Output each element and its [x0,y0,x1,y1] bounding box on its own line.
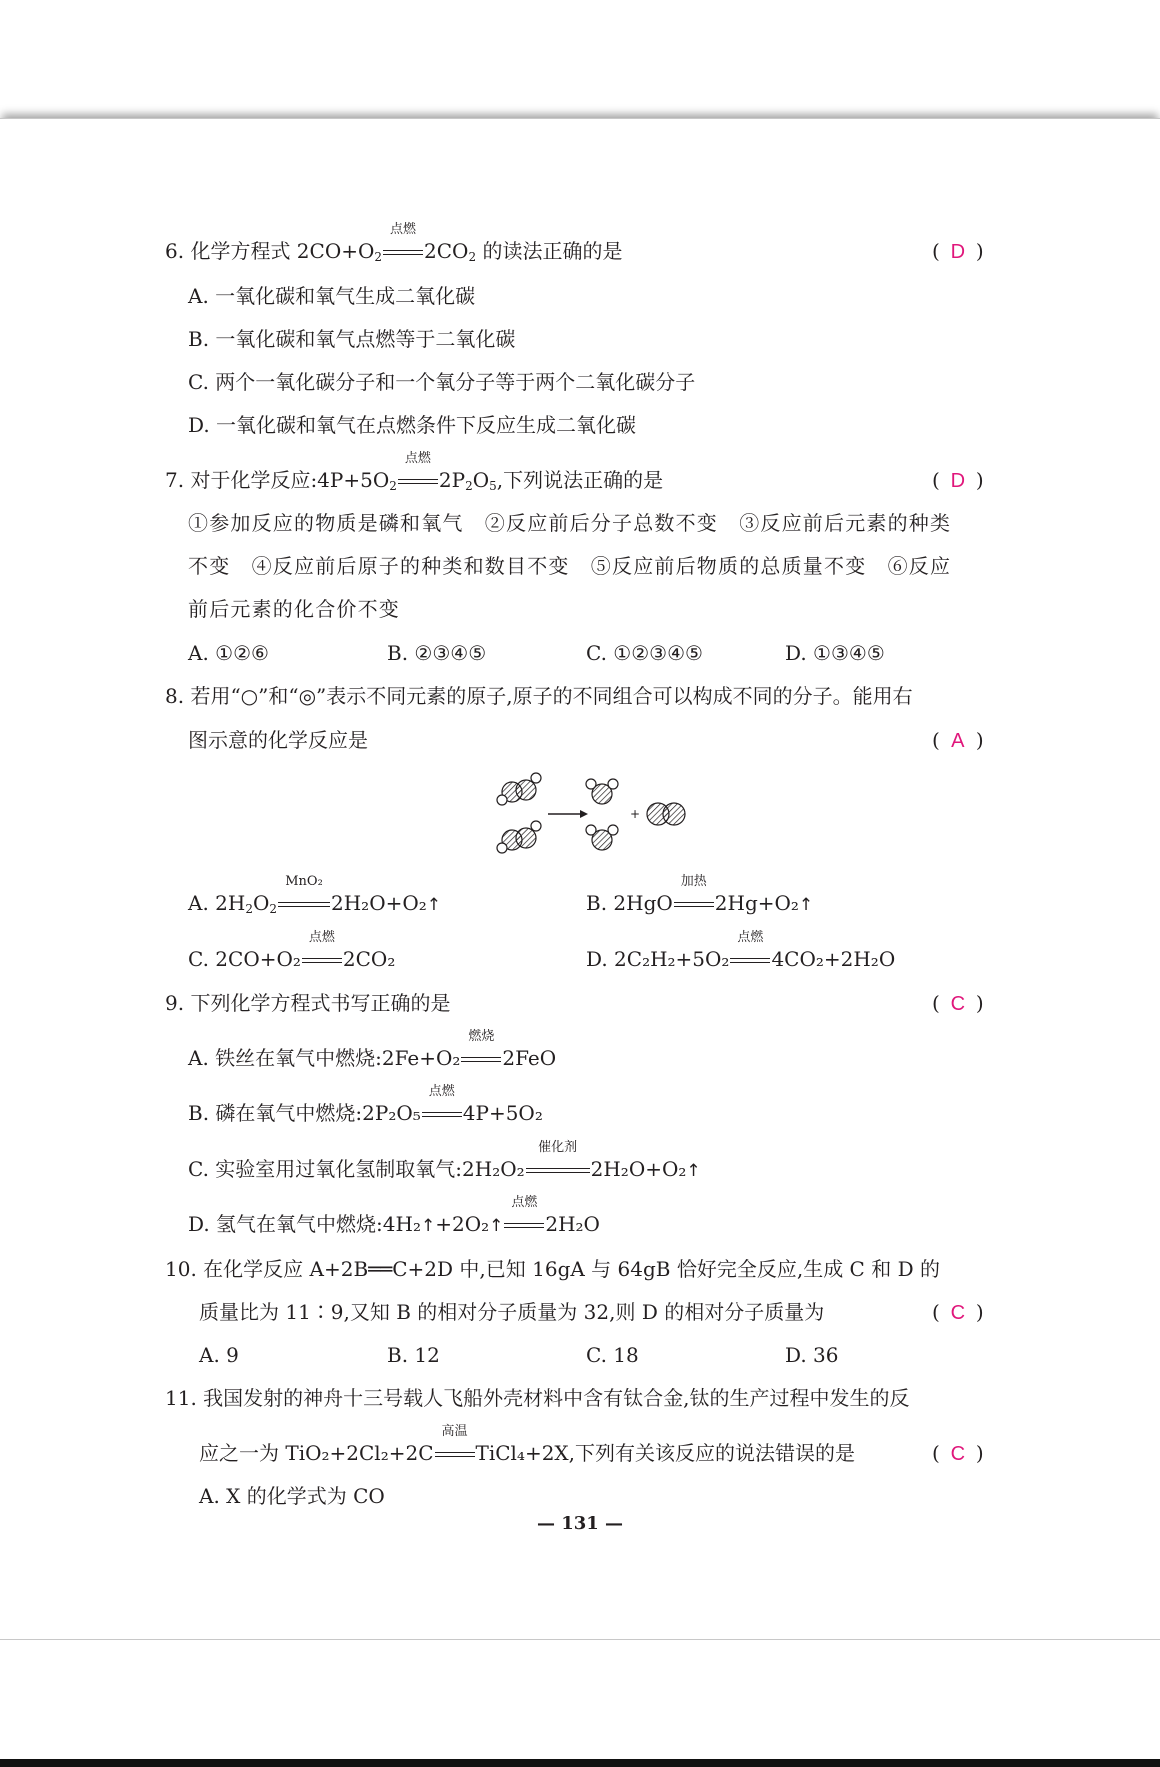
reaction-arrow-icon [548,810,588,818]
q6-option-a: A. 一氧化碳和氧气生成二氧化碳 [188,284,476,308]
page-number: — 131 — [536,1513,624,1534]
q6-option-d: D. 一氧化碳和氧气在点燃条件下反应生成二氧化碳 [188,413,637,437]
document-page [0,118,1160,1640]
reactant-molecule-2 [497,821,541,853]
q10-answer: ( C ) [932,1300,984,1324]
q6-stem: 6. 化学方程式 $2CO+O_2$ 点燃 $2CO_2$ 的读法正确的是 [165,222,623,264]
q6-answer: ( D ) [932,239,984,263]
bottom-margin [0,1640,1160,1767]
q11-stem-line-1: 11. 我国发射的神舟十三号载人飞船外壳材料中含有钛合金,钛的生产过程中发生的反 [165,1386,910,1410]
plus-sign: + [630,807,641,821]
q7-option-d: D. ①③④⑤ [785,641,885,665]
q10-stem-line-2: 质量比为 11∶9,又知 B 的相对分子质量为 32,则 D 的相对分子质量为 [199,1300,825,1324]
q8-option-d: D. 2C₂H₂+5O₂ 点燃 4CO₂+2H₂O [586,930,896,971]
q7-answer: ( D ) [932,468,984,492]
q8-stem-line-2: 图示意的化学反应是 [188,728,368,752]
q10-option-c: C. 18 [586,1343,639,1367]
q11-stem-line-2: 应之一为 TiO₂+2Cl₂+2C 高温 TiCl₄+2X,下列有关该反应的说法错误的是 [199,1424,856,1465]
reactant-molecule-1 [497,773,541,805]
q7-stem: 7. 对于化学反应$:4P+5O_2$ 点燃 $2P_2O_5$,下列说法正确的是 [165,451,664,493]
q9-option-b: B. 磷在氧气中燃烧:2P₂O₅ 点燃 4P+5O₂ [188,1084,543,1125]
q7-option-a: A. ①②⑥ [188,641,269,665]
q10-option-d: D. 36 [785,1343,839,1367]
product-molecule-1 [586,779,618,804]
q7-body-line-3: 前后元素的化合价不变 [188,597,400,621]
q8-option-c: C. 2CO+O₂ 点燃 2CO₂ [188,930,396,971]
q11-answer: ( C ) [932,1441,984,1465]
q9-option-c: C. 实验室用过氧化氢制取氧气:2H₂O₂ 催化剂 2H₂O+O₂↑ [188,1140,701,1181]
q8-answer: ( A ) [932,728,984,752]
q8-option-b: B. 2HgO 加热 2Hg+O₂↑ [586,874,814,915]
bottom-bar [0,1759,1160,1767]
q7-body-line-2: 不变 ④反应前后原子的种类和数目不变 ⑤反应前后物质的总质量不变 ⑥反应 [188,554,952,578]
q7-option-b: B. ②③④⑤ [387,641,487,665]
q8-option-a: A. $2H_2O_2$ MnO₂ 2H₂O+O₂↑ [188,874,442,916]
q9-stem: 9. 下列化学方程式书写正确的是 [165,991,451,1015]
q9-option-a: A. 铁丝在氧气中燃烧:2Fe+O₂ 燃烧 2FeO [188,1029,557,1070]
q7-option-c: C. ①②③④⑤ [586,641,703,665]
q10-stem-line-1: 10. 在化学反应 A+2B══C+2D 中,已知 16gA 与 64gB 恰好完全反应,生成 C 和 D 的 [165,1257,940,1281]
q9-option-d: D. 氢气在氧气中燃烧:4H₂↑+2O₂↑ 点燃 2H₂O [188,1195,600,1236]
product-molecule-3 [647,803,685,825]
q7-body-line-1: ①参加反应的物质是磷和氧气 ②反应前后分子总数不变 ③反应前后元素的种类 [188,511,952,535]
q10-option-a: A. 9 [199,1343,239,1367]
top-margin [0,0,1160,116]
product-molecule-2 [586,825,618,850]
q10-option-b: B. 12 [387,1343,440,1367]
reaction-diagram [490,770,690,860]
q6-option-c: C. 两个一氧化碳分子和一个氧分子等于两个二氧化碳分子 [188,370,696,394]
q11-option-a: A. X 的化学式为 CO [199,1484,385,1508]
q9-answer: ( C ) [932,991,984,1015]
q8-stem-line-1: 8. 若用“○”和“◎”表示不同元素的原子,原子的不同组合可以构成不同的分子。能用右 [165,684,913,708]
q6-option-b: B. 一氧化碳和氧气点燃等于二氧化碳 [188,327,516,351]
